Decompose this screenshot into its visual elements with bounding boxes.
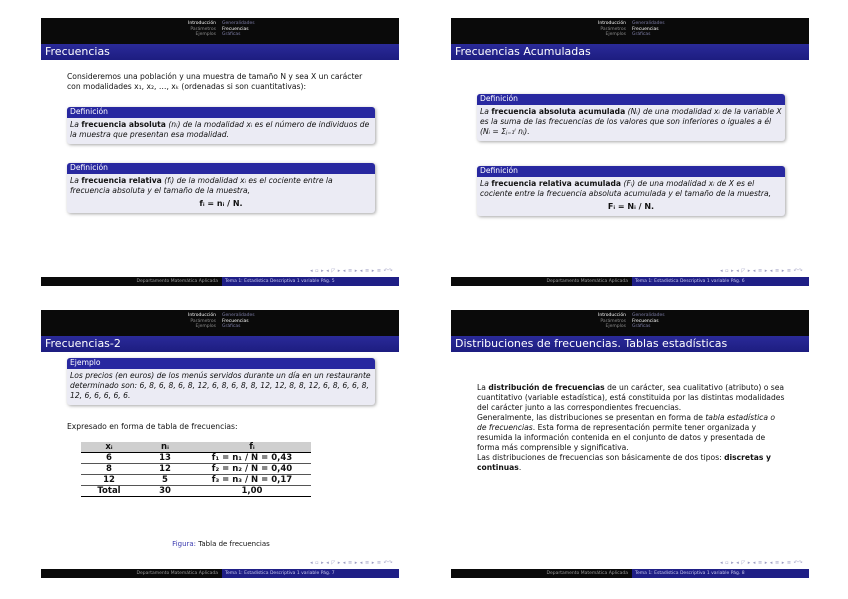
table-cell: 13 — [159, 453, 171, 463]
table-cell: f₁ = n₁ / N = 0,43 — [211, 453, 293, 463]
nav-section-ejemplos[interactable]: Ejemplos — [605, 324, 626, 330]
definition-body: La frecuencia absoluta (nᵢ) de la modalidad xᵢ es el número de individuos de la muestra que presentan esa modalidad. — [70, 120, 370, 139]
nav-section-ejemplos[interactable]: Ejemplos — [195, 32, 216, 38]
slide-footer — [41, 569, 399, 578]
formula: fᵢ = nᵢ / N. — [199, 199, 243, 208]
section-navigation — [41, 18, 399, 44]
nav-subsection-graficas[interactable]: Gráficas — [632, 324, 651, 330]
beamer-navigation-icons[interactable]: ◂ ▫ ▸ ◂ ◸ ▸ ◂ ≡ ▸ ◂ ≡ ▸ ≡ ↶↷ — [310, 560, 393, 566]
section-navigation — [41, 310, 399, 336]
beamer-navigation-icons[interactable]: ◂ ▫ ▸ ◂ ◸ ▸ ◂ ≡ ▸ ◂ ≡ ▸ ≡ ↶↷ — [720, 560, 803, 566]
slide-title: Frecuencias-2 — [45, 337, 121, 350]
slide-footer — [41, 277, 399, 286]
nav-section-parametros[interactable]: Parámetros — [190, 318, 216, 324]
slide-footer — [451, 569, 809, 578]
table-intro — [67, 422, 375, 432]
definition-body: La frecuencia relativa acumulada (Fᵢ) de una modalidad xᵢ de X es el cociente entre la frecuencia absoluta acumulada y el tamaño de la muestra, Fᵢ = Nᵢ / N. — [477, 177, 785, 216]
column-header: xᵢ — [81, 442, 137, 453]
nav-section-parametros[interactable]: Parámetros — [600, 318, 626, 324]
nav-subsection-frecuencias[interactable]: Frecuencias — [222, 318, 249, 324]
paragraph-tables: Generalmente, las distribuciones se presentan en forma de tabla estadística o de frecuencias. Esta forma de representación permite tener organizada y resumida la información contenida en el conjunto de datos y presentada de forma más comprensible y significativa. — [477, 413, 776, 452]
definition-block — [67, 163, 375, 213]
example-block — [67, 358, 375, 405]
slide-title: Frecuencias — [45, 45, 110, 58]
nav-subsection-generalidades[interactable]: Generalidades — [632, 21, 665, 26]
example-heading: Ejemplo — [67, 358, 375, 369]
nav-subsection-graficas[interactable]: Gráficas — [222, 32, 241, 38]
footer-topic-page: Tema 1: Estadística Descriptiva 1 variable Pág. 7 — [222, 569, 399, 578]
table-cell: f₂ = n₂ / N = 0,40 — [211, 464, 293, 474]
nav-subsection-frecuencias[interactable]: Frecuencias — [632, 318, 659, 324]
nav-section-introduccion[interactable]: Introducción — [188, 21, 216, 26]
nav-section-introduccion[interactable]: Introducción — [188, 313, 216, 318]
table-cell: 8 — [106, 464, 112, 474]
slide-title-bar — [41, 44, 399, 60]
caption-text: Tabla de frecuencias — [196, 540, 270, 548]
slide-distribuciones-de-frecuencias — [451, 310, 809, 578]
definition-heading: Definición — [67, 107, 375, 118]
footer-topic-page: Tema 1: Estadística Descriptiva 1 variable Pág. 8 — [632, 569, 809, 578]
nav-section-ejemplos[interactable]: Ejemplos — [195, 324, 216, 330]
nav-section-introduccion[interactable]: Introducción — [598, 313, 626, 318]
table-cell: 30 — [159, 486, 171, 496]
table-row — [81, 464, 311, 475]
footer-topic-page: Tema 1: Estadística Descriptiva 1 variable Pág. 6 — [632, 277, 809, 286]
slide-title-bar — [41, 336, 399, 352]
table-cell: Total — [97, 486, 121, 496]
nav-subsection-generalidades[interactable]: Generalidades — [222, 21, 255, 26]
definition-heading: Definición — [67, 163, 375, 174]
paragraph-types: Las distribuciones de frecuencias son básicamente de dos tipos: discretas y continuas. — [477, 453, 771, 472]
caption-label: Figura: — [172, 540, 197, 548]
footer-department: Departamento Matemática Aplicada — [451, 277, 632, 286]
paragraph-distribution: La distribución de frecuencias de un carácter, sea cualitativo (atributo) o sea cuantitativo (variable estadística), está constituida por las distintas modalidades del carácter junto a las correspondientes frecuencias. — [477, 383, 785, 412]
intro-text: Consideremos una población y una muestra de tamaño N y sea X un carácter con modalidades x₁, x₂, …, xₖ (ordenadas si son cuantitativas): — [67, 72, 363, 91]
footer-department: Departamento Matemática Aplicada — [451, 569, 632, 578]
table-cell: 12 — [103, 475, 115, 485]
nav-section-parametros[interactable]: Parámetros — [600, 26, 626, 32]
frequency-table — [81, 442, 311, 497]
footer-department: Departamento Matemática Aplicada — [41, 277, 222, 286]
table-row — [81, 453, 311, 464]
slide-frecuencias — [41, 18, 399, 286]
definition-heading: Definición — [477, 166, 785, 177]
definition-body: La frecuencia relativa (fᵢ) de la modalidad xᵢ es el cociente entre la frecuencia absoluta y el tamaño de la muestra, fᵢ = nᵢ / N. — [67, 174, 375, 213]
nav-subsection-frecuencias[interactable]: Frecuencias — [632, 26, 659, 32]
column-header: fᵢ — [193, 442, 311, 453]
nav-subsection-generalidades[interactable]: Generalidades — [222, 313, 255, 318]
footer-topic-page: Tema 1: Estadística Descriptiva 1 variable Pág. 5 — [222, 277, 399, 286]
nav-subsection-generalidades[interactable]: Generalidades — [632, 313, 665, 318]
table-cell: 1,00 — [241, 486, 263, 496]
nav-subsection-graficas[interactable]: Gráficas — [632, 32, 651, 38]
beamer-navigation-icons[interactable]: ◂ ▫ ▸ ◂ ◸ ▸ ◂ ≡ ▸ ◂ ≡ ▸ ≡ ↶↷ — [720, 268, 803, 274]
section-navigation — [451, 18, 809, 44]
slide-title-bar — [451, 336, 809, 352]
nav-section-introduccion[interactable]: Introducción — [598, 21, 626, 26]
slide-title: Frecuencias Acumuladas — [455, 45, 591, 58]
table-total-row — [81, 486, 311, 497]
column-header: nᵢ — [137, 442, 193, 453]
table-cell: f₃ = n₃ / N = 0,17 — [211, 475, 293, 485]
section-navigation — [451, 310, 809, 336]
formula: Fᵢ = Nᵢ / N. — [607, 202, 655, 211]
beamer-navigation-icons[interactable]: ◂ ▫ ▸ ◂ ◸ ▸ ◂ ≡ ▸ ◂ ≡ ▸ ≡ ↶↷ — [310, 268, 393, 274]
table-cell: 5 — [162, 475, 168, 485]
body-text — [477, 383, 785, 473]
frequency-table-wrapper — [81, 442, 311, 497]
nav-subsection-graficas[interactable]: Gráficas — [222, 324, 241, 330]
definition-body: La frecuencia absoluta acumulada (Nᵢ) de una modalidad xᵢ de la variable X es la suma de las frecuencias de los valores que son inferiores o iguales a él (Nᵢ = Σⱼ₌₁ⁱ nⱼ). — [480, 107, 782, 136]
table-intro-text: Expresado en forma de tabla de frecuencias: — [67, 422, 238, 431]
table-caption — [67, 540, 375, 549]
table-header-row — [81, 442, 311, 453]
slide-frecuencias-acumuladas — [451, 18, 809, 286]
intro-paragraph — [67, 72, 375, 92]
definition-block — [67, 107, 375, 144]
slide-footer — [451, 277, 809, 286]
footer-department: Departamento Matemática Aplicada — [41, 569, 222, 578]
table-cell: 6 — [106, 453, 112, 463]
definition-heading: Definición — [477, 94, 785, 105]
nav-subsection-frecuencias[interactable]: Frecuencias — [222, 26, 249, 32]
nav-section-parametros[interactable]: Parámetros — [190, 26, 216, 32]
nav-section-ejemplos[interactable]: Ejemplos — [605, 32, 626, 38]
slide-title: Distribuciones de frecuencias. Tablas estadísticas — [455, 337, 728, 350]
slide-title-bar — [451, 44, 809, 60]
definition-block — [477, 166, 785, 216]
example-body: Los precios (en euros) de los menús servidos durante un día en un restaurante determinado son: 6, 8, 6, 8, 6, 8, 12, 6, 8, 6, 8, 8, 12, 12, 8, 8, 12, 6, 8, 6, 6, 8, 12, 6, 6, 6, 6, 6. — [70, 371, 371, 400]
table-row — [81, 475, 311, 486]
table-cell: 12 — [159, 464, 171, 474]
slide-frecuencias-2 — [41, 310, 399, 578]
definition-block — [477, 94, 785, 141]
